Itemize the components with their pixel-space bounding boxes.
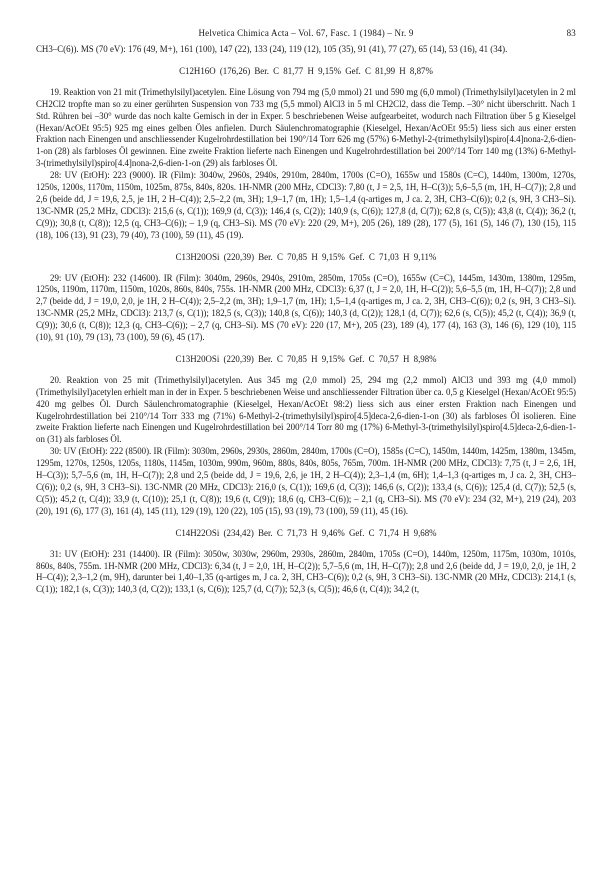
body-paragraph: 30: UV (EtOH): 222 (8500). IR (Film): 3030m, 2960s, 2930s, 2860m, 2840m, 1700s (C=O), 1585s (C=C), 1450m, 1440m, 1425m, 1380m, 1345m, 1295m, 1270s, 1250s, 1205s, 1180s, 1145m, 1030m, 990m, 960m, 880s, 840s, 805s, 765m, 700m. 1H-NMR (200 MHz, CDCl3): 7,75 (t, J = 2,6, 1H, H–C(3)); 5,7–5,6 (m, 1H, H–C(7)); 2,8 und 2,5 (beide dd, J = 19,6, 2,6, je 1H, 2 H–C(4)); 2,3–1,4 (m, 6H); 1,4–1,3 (q-artiges m, J ca. 2, 3H, CH3–C(6)); 0,2 (s, 9H, 3 CH3–Si). 13C-NMR (20 MHz, CDCl3): 216,0 (s, C(1)); 169,6 (d, C(3)); 146,6 (s, C(2)); 133,4 (s, C(6)); 125,4 (d, C(7)); 52,5 (s, C(5)); 45,2 (t, C(4)); 33,9 (t, C(10)); 25,1 (t, C(8)); 19,6 (t, C(9)); 18,6 (q, CH3–C(6)); – 2,1 (q, CH3–Si). MS (70 eV): 234 (32, M+), 219 (24), 203 (20), 191 (6), 177 (3), 161 (4), 145 (11), 129 (19), 120 (22), 105 (15), 93 (19), 73 (100), 59 (11), 45 (16).	[36, 446, 576, 516]
page-number: 83	[566, 28, 576, 38]
analysis-formula: C14H22OSi (234,42) Ber. C 71,73 H 9,46% Gef. C 71,74 H 9,68%	[175, 527, 437, 538]
running-header	[36, 28, 576, 44]
analysis-formula: C13H20OSi (220,39) Ber. C 70,85 H 9,15% Gef. C 71,03 H 9,11%	[175, 251, 437, 262]
body-paragraph: CH3–C(6)). MS (70 eV): 176 (49, M+), 161 (100), 147 (22), 133 (24), 119 (12), 105 (35), 91 (41), 77 (27), 65 (14), 53 (16), 41 (34).	[36, 44, 508, 54]
body-paragraph: 20. Reaktion von 25 mit (Trimethylsilyl)acetylen. Aus 345 mg (2,0 mmol) 25, 294 mg (2,2 mmol) AlCl3 und 393 mg (4,0 mmol) (Trimethylsilyl)acetylen erhielt man in der in Exper. 5 beschriebenen Weise und anschliessender Filtration über ca. 0,5 g Kieselgel (Hexan/AcOEt 95:5) 420 mg gelbes Öl. Durch Säulenchromatographie (Kieselgel, Hexan/AcOEt 98:2) liess sich aus einer ersten Fraktion nach Einengen und Kugelrohrdestillation bei 210°/14 Torr 333 mg (71%) 6-Methyl-2-(trimethylsilyl)spiro[4.5]deca-2,6-dien-1-on (30) als farbloses Öl isolieren. Eine zweite Fraktion lieferte nach Einengen und Kugelrohrdestillation bei 200°/14 Torr 80 mg (17%) 6-Methyl-3-(trimethylsilyl)spiro[4.5]deca-2,6-dien-1-on (31) als farbloses Öl.	[36, 374, 576, 445]
journal-title: Helvetica Chimica Acta – Vol. 67, Fasc. 1 (1984) – Nr. 9	[198, 28, 414, 38]
page	[36, 28, 576, 596]
article-body	[36, 44, 576, 596]
body-paragraph: 31: UV (EtOH): 231 (14400). IR (Film): 3050w, 3030w, 2960m, 2930s, 2860m, 2840m, 1705s (C=O), 1440m, 1250m, 1175m, 1030m, 1010s, 860s, 840s, 755m. 1H-NMR (200 MHz, CDCl3): 6,34 (t, J = 2,0, 1H, H–C(2)); 5,7–5,6 (m, 1H, H–C(7)); 2,8 und 2,6 (beide dd, J = 19,0, 2,0, je 1H, 2 H–C(4)); 2,3–1,2 (m, 9H), darunter bei 1,40–1,35 (q-artiges m, J ca. 2, 3H, CH3–C(6)); 0,2 (s, 9H, 3 CH3–Si). 13C-NMR (20 MHz, CDCl3): 214,1 (s, C(1)); 182,1 (s, C(3)); 140,3 (d, C(2)); 133,1 (s, C(6)); 125,7 (d, C(7)); 52,3 (s, C(5)); 46,6 (t, C(4)); 34,2 (t,	[36, 548, 576, 595]
analysis-formula: C13H20OSi (220,39) Ber. C 70,85 H 9,15% Gef. C 70,57 H 8,98%	[175, 353, 437, 364]
analysis-formula: C12H16O (176,26) Ber. C 81,77 H 9,15% Gef. C 81,99 H 8,87%	[179, 65, 433, 76]
body-paragraph: 29: UV (EtOH): 232 (14600). IR (Film): 3040m, 2960s, 2940s, 2910m, 2850m, 1705s (C=O), 1655w (C=C), 1445m, 1430m, 1380m, 1295m, 1250s, 1190m, 1170m, 1150m, 1020s, 860s, 840s, 755s. 1H-NMR (200 MHz, CDCl3): 6,37 (t, J = 2,0, 1H, H–C(2)); 5,6–5,5 (m, 1H, H–C(7)); 2,8 und 2,7 (beide dd, J = 19,0, 2,0, je 1H, 2 H–C(4)); 2,5–2,2 (m, 3H); 1,9–1,7 (m, 1H); 1,5–1,4 (q-artiges m, J ca. 2, 3H, CH3–C(6)); 0,2 (s, 9H, 3 CH3–Si). 13C-NMR (25,2 MHz, CDCl3): 213,7 (s, C(1)); 182,5 (s, C(3)); 140,8 (s, C(6)); 140,3 (d, C(2)); 128,1 (d, C(7)); 62,6 (s, C(5)); 45,2 (t, C(4)); 36,9 (t, C(9)); 30,6 (t, C(8)); 12,3 (q, CH3–C(6)); – 2,7 (q, CH3–Si). MS (70 eV): 220 (17, M+), 205 (23), 189 (4), 177 (4), 163 (3), 146 (6), 129 (10), 115 (10), 91 (10), 79 (13), 73 (100), 59 (6), 45 (17).	[36, 272, 576, 343]
body-paragraph: 28: UV (EtOH): 223 (9000). IR (Film): 3040w, 2960s, 2940s, 2910m, 2840m, 1700s (C=O), 1655w und 1580s (C=C), 1440m, 1300m, 1270s, 1250s, 1200s, 1170m, 1150m, 1025m, 875s, 840s, 820s. 1H-NMR (200 MHz, CDCl3): 7,80 (t, J = 2,5, 1H, H–C(3)); 5,6–5,5 (m, 1H, H–C(7)); 2,8 und 2,6 (beide dd, J = 19,6, 2,5, je 1H, 2 H–C(4)); 2,5–2,2 (m, 3H); 1,9–1,7 (m, 1H); 1,5–1,4 (q-artiges m, J ca. 2, 3H, CH3–C(6)); 0,2 (s, 9H, 3 CH3–Si). 13C-NMR (25,2 MHz, CDCl3): 215,6 (s, C(1)); 169,9 (d, C(3)); 146,4 (s, C(2)); 140,9 (s, C(6)); 127,8 (d, C(7)); 62,8 (s, C(5)); 43,8 (t, C(4)); 36,2 (t, C(9)); 30,8 (t, C(8)); 12,5 (q, CH3–C(6)); – 1,9 (q, CH3–Si). MS (70 eV): 220 (29, M+), 205 (26), 189 (28), 177 (5), 161 (5), 146 (7), 130 (15), 115 (18), 106 (13), 91 (23), 79 (40), 73 (100), 59 (11), 45 (19).	[36, 170, 576, 240]
body-paragraph: 19. Reaktion von 21 mit (Trimethylsilyl)acetylen. Eine Lösung von 794 mg (5,0 mmol) 21 und 590 mg (6,0 mmol) (Trimethylsilyl)acetylen in 2 ml CH2Cl2 tropfte man so zu einer gerührten Suspension von 733 mg (5,5 mmol) AlCl3 in 5 ml CH2Cl2, dass die Temp. –30° nicht überschritt. Nach 1 Std. Rühren bei –30° wurde das noch kalte Gemisch in der in Exper. 5 beschriebenen Weise aufgearbeitet, wodurch nach Filtration über 5 g Kieselgel (Hexan/AcOEt 95:5) 925 mg eines gelben Öles anfielen. Durch Säulenchromatographie (Kieselgel, Hexan/AcOEt 95:5) liess sich aus einer ersten Fraktion nach Einengen und anschliessender Kugelrohrdestillation bei 190°/14 Torr 626 mg (57%) 6-Methyl-2-(trimethylsilyl)spiro[4.4]nona-2,6-dien-1-on (28) als farbloses Öl gewinnen. Eine zweite Fraktion lieferte nach Einengen und Kugelrohrdestillation bei 200°/14 Torr 140 mg (13%) 6-Methyl-3-(trimethylsilyl)spiro[4.4]nona-2,6-dien-1-on (29) als farbloses Öl.	[36, 86, 576, 169]
